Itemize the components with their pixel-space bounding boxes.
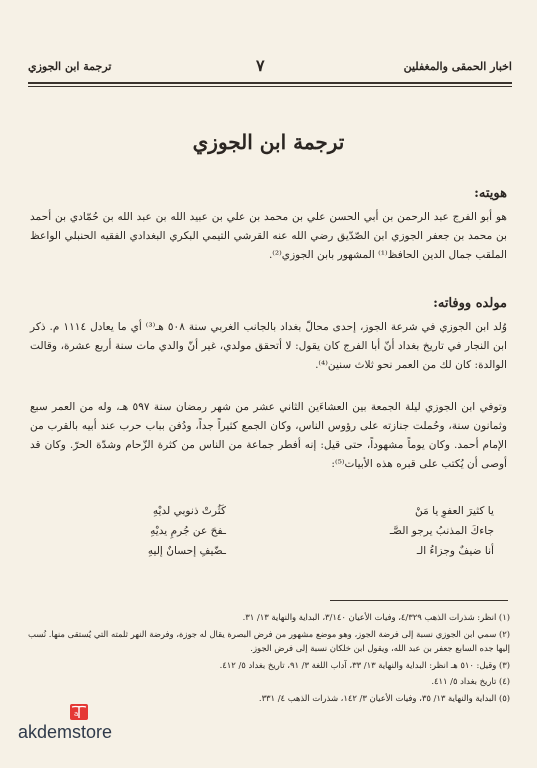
poem-verse: [40, 525, 500, 545]
poem-verse: [40, 545, 500, 565]
header-rule-thin: [28, 86, 512, 87]
page-title: ترجمة ابن الجوزي: [192, 130, 345, 154]
header-rule: [28, 82, 512, 84]
footnote: (٣) وقيل: ٥١٠ هـ انظر: البداية والنهاية ١٣/ ٣٣، آداب اللغة ٣/ ٩١، تاريخ بغداد ٥/ ٤١٢.: [219, 659, 510, 670]
poem: [40, 505, 500, 565]
poem-verse: [40, 505, 500, 525]
footnote-separator: [330, 600, 508, 601]
store-watermark-logo: [18, 700, 150, 748]
poem-hemistich-first: جاءكَ المذنبُ يرجو الصَّـ: [389, 525, 494, 537]
store-logo-text: akdemstore: [18, 722, 113, 742]
page-number: ٧: [256, 56, 265, 75]
section-heading-identity: هويته:: [474, 186, 507, 201]
footnotes: [28, 610, 510, 707]
footnote: (٥) البداية والنهاية ١٣/ ٣٥، وفيات الأعيان ٣/ ١٤٢، شذرات الذهب ٤/ ٣٣١.: [258, 692, 510, 703]
footnote: (١) انظر: شذرات الذهب ٤/٣٢٩، وفيات الأعيان ٣/١٤٠، البداية والنهاية ١٣/ ٣١.: [242, 612, 510, 622]
running-header: [28, 58, 512, 80]
poem-hemistich-second: كَثُرتْ ذنوبي لديْهِ: [152, 505, 226, 517]
poem-hemistich-second: ـفحَ عن جُرمِ يديْهِ: [150, 525, 226, 537]
footnote: (٢) سمي ابن الجوزي نسبة إلى فرضة الجوز، وهو موضع مشهور من فرض البصرة يقال له جوزة، وفرضة النهر ثلمته التي يُستقى منها. نُسب إليها جده السابع جعفر بن عبد الله، ويقول ابن خلكان نسبة إلى فرض الجوز.: [28, 628, 510, 653]
paragraph-birth: وُلد ابن الجوزي في شرعة الجوز، إحدى محالّ بغداد بالجانب الغربي سنة ٥٠٨ هـ⁽³⁾ أي ما يعادل ١١١٤ م. ذكر ابن النجار في تاريخ بغداد أنّ أبا الفرج كان يقول: لا أتحقق مولدي، غير أنّ والدي مات سنة أربع عشرة، وقالت الوالدة: كان لك من العمر نحو ثلاث سنين⁽⁴⁾.: [30, 321, 507, 371]
poem-hemistich-first: أنا ضيفٌ وجزاءُ الـ: [416, 545, 494, 557]
paragraph-death: وتوفي ابن الجوزي ليلة الجمعة بين العشاءَين الثاني عشر من شهر رمضان سنة ٥٩٧ هـ، وله من العمر سبع وثمانون سنة، وحُملت جنازته على رؤوس الناس، وكان الجمع كثيراً جداً، ودُفن بباب حرب عند أبيه بالقرب من الإمام أحمد. وكان يوماً مشهوداً، حتى قيل: إنه أفطر جماعة من الناس من كثرة الزّحام وشدّة الحرّ. وكان قد أوصى أن يُكتب على قبره هذه الأبيات⁽⁵⁾:: [30, 401, 508, 470]
header-right-title: ترجمة ابن الجوزي: [28, 60, 112, 73]
poem-hemistich-second: ـضّيفِ إحسانٌ إليهِ: [147, 545, 226, 557]
poem-hemistich-first: يا كثيرَ العفوِ يا مَنْ: [415, 505, 494, 517]
section-heading-birth-death: مولده ووفاته:: [433, 296, 507, 311]
paragraph-identity: هو أبو الفرج عبد الرحمن بن أبي الحسن علي بن محمد بن علي بن عبيد الله بن عبد الله بن حُمّادي بن أحمد بن محمد بن جعفر الجوزي ابن الصّدّيق رضي الله عنه القرشي التيمي البكري البغدادي الفقيه الحنبلي الواعظ الملقب جمال الدين الحافظ⁽¹⁾ المشهور بابن الجوزي⁽²⁾.: [30, 211, 507, 261]
book-logo-icon: [68, 700, 90, 722]
svg-text:a: a: [74, 710, 79, 718]
footnote: (٤) تاريخ بغداد ٥/ ٤١١.: [431, 676, 510, 686]
header-left-title: اخبار الحمقى والمغفلين: [403, 60, 512, 73]
